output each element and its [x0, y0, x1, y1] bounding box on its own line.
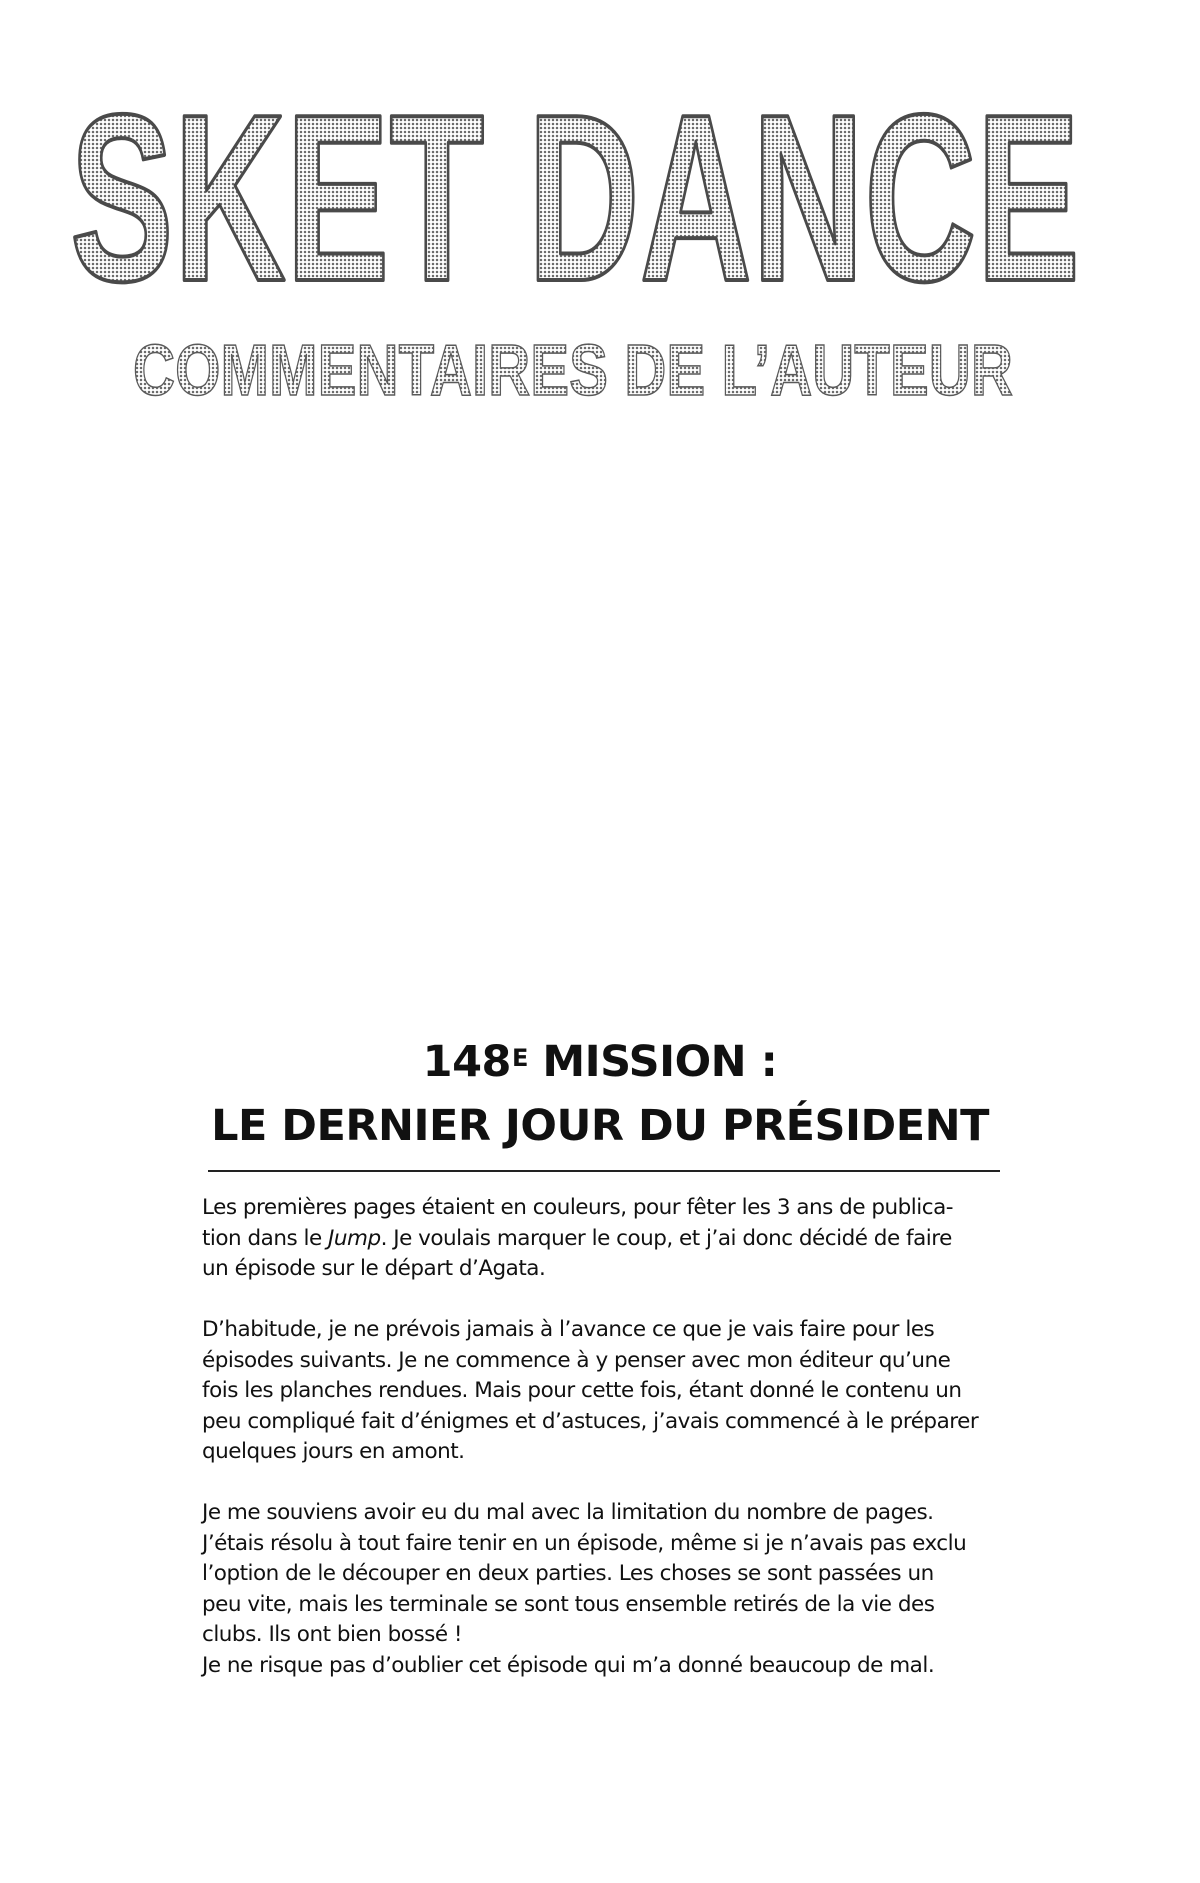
mission-heading: [150, 1030, 1050, 1158]
text-line: un épisode sur le départ d’Agata.: [202, 1256, 546, 1281]
logo-title: SKET DANCE: [70, 70, 1080, 331]
mission-label: MISSION :: [527, 1037, 778, 1087]
text-fragment: tion dans le: [202, 1225, 329, 1251]
paragraph-3: [202, 1498, 1002, 1681]
text-line: fois les planches rendues. Mais pour cette fois, étant donné le contenu un: [202, 1378, 962, 1403]
mission-number: 148: [422, 1037, 511, 1087]
mission-title: LE DERNIER JOUR DU PRÉSIDENT: [211, 1101, 989, 1151]
logo-title-outline: SKET DANCE: [70, 70, 1080, 331]
divider-rule: [208, 1170, 1000, 1172]
text-fragment: . Je voulais marquer le coup, et j’ai donc décidé de faire: [380, 1225, 952, 1251]
text-line: peu compliqué fait d’énigmes et d’astuces, j’avais commencé à le préparer: [202, 1408, 979, 1434]
text-line: peu vite, mais les terminale se sont tous ensemble retirés de la vie des: [202, 1591, 935, 1617]
text-line: l’option de le découper en deux parties. Les choses se sont passées un: [202, 1561, 934, 1586]
logo-subtitle: COMMENTAIRES DE L’AUTEUR: [133, 331, 1013, 411]
author-commentary: [202, 1193, 1002, 1712]
text-line: épisodes suivants. Je ne commence à y penser avec mon éditeur qu’une: [202, 1347, 951, 1373]
text-line: Les premières pages étaient en couleurs, pour fêter les 3 ans de publica-: [202, 1195, 954, 1220]
paragraph-2: [202, 1315, 1002, 1468]
text-line: [202, 1224, 1002, 1255]
text-line: clubs. Ils ont bien bossé !: [202, 1622, 463, 1647]
text-line: Je me souviens avoir eu du mal avec la limitation du nombre de pages.: [202, 1500, 934, 1525]
text-line: quelques jours en amont.: [202, 1439, 465, 1464]
text-line: D’habitude, je ne prévois jamais à l’avance ce que je vais faire pour les: [202, 1317, 935, 1342]
mission-number-line: [150, 1030, 1050, 1094]
text-line: Je ne risque pas d’oublier cet épisode qui m’a donné beaucoup de mal.: [202, 1652, 935, 1678]
paragraph-1: [202, 1193, 1002, 1285]
magazine-title: Jump: [328, 1225, 381, 1251]
sket-dance-logo: [55, 70, 1115, 490]
mission-number-suffix: E: [511, 1044, 528, 1072]
text-line: J’étais résolu à tout faire tenir en un épisode, même si je n’avais pas exclu: [202, 1530, 967, 1556]
